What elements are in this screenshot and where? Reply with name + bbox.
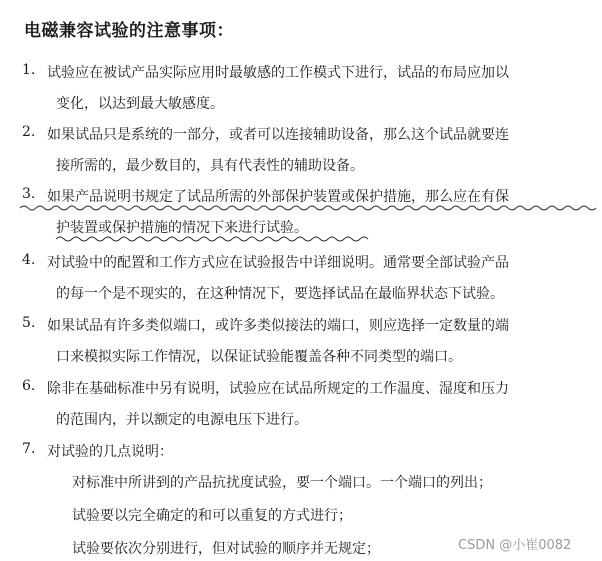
item-line: 护装置或保护措施的情况下来进行试验。 — [56, 220, 308, 236]
sub-item-2: 试验要以完全确定的和可以重复的方式进行； — [72, 508, 352, 524]
item-number: 1. — [22, 62, 36, 78]
item-number: 4. — [22, 252, 36, 268]
item-number: 3. — [22, 186, 36, 202]
item-line: 除非在基础标准中另有说明，试验应在试品所规定的工作温度、湿度和压力 — [47, 381, 509, 397]
wavy-underline-line-1 — [20, 206, 596, 210]
item-line: 变化，以达到最大敏感度。 — [56, 96, 224, 112]
item-number: 2. — [22, 124, 36, 140]
item-line: 的每一个是不现实的，在这种情况下，要选择试品在最临界状态下试验。 — [56, 286, 504, 302]
item-line: 试验应在被试产品实际应用时最敏感的工作模式下进行，试品的布局应加以 — [47, 65, 509, 81]
item-line: 的范围内，并以额定的电源电压下进行。 — [56, 412, 308, 428]
sub-item-3: 试验要依次分别进行，但对试验的顺序并无规定； — [72, 541, 380, 557]
item-line: 口来模拟实际工作情况，以保证试验能覆盖各种不同类型的端口。 — [56, 349, 462, 365]
item-line: 对试验中的配置和工作方式应在试验报告中详细说明。通常要全部试验产品 — [47, 255, 509, 271]
item-line: 对试验的几点说明： — [47, 444, 173, 460]
wavy-underline-line-2 — [56, 237, 368, 241]
item-line: 如果产品说明书规定了试品所需的外部保护装置或保护措施，那么应在有保 — [47, 189, 509, 205]
item-number: 5. — [22, 315, 36, 331]
item-number: 7. — [22, 441, 36, 457]
item-line: 如果试品只是系统的一部分，或者可以连接辅助设备，那么这个试品就要连 — [47, 127, 509, 143]
csdn-watermark: CSDN @小崔0082 — [458, 538, 572, 553]
item-line: 如果试品有许多类似端口，或许多类似接法的端口，则应选择一定数量的端 — [47, 318, 509, 334]
item-number: 6. — [22, 378, 36, 394]
item-line: 接所需的，最少数目的，具有代表性的辅助设备。 — [56, 158, 364, 174]
sub-item-1: 对标准中所讲到的产品抗扰度试验，要一个端口。一个端口的列出； — [72, 475, 492, 491]
page-title: 电磁兼容试验的注意事项： — [24, 21, 234, 41]
